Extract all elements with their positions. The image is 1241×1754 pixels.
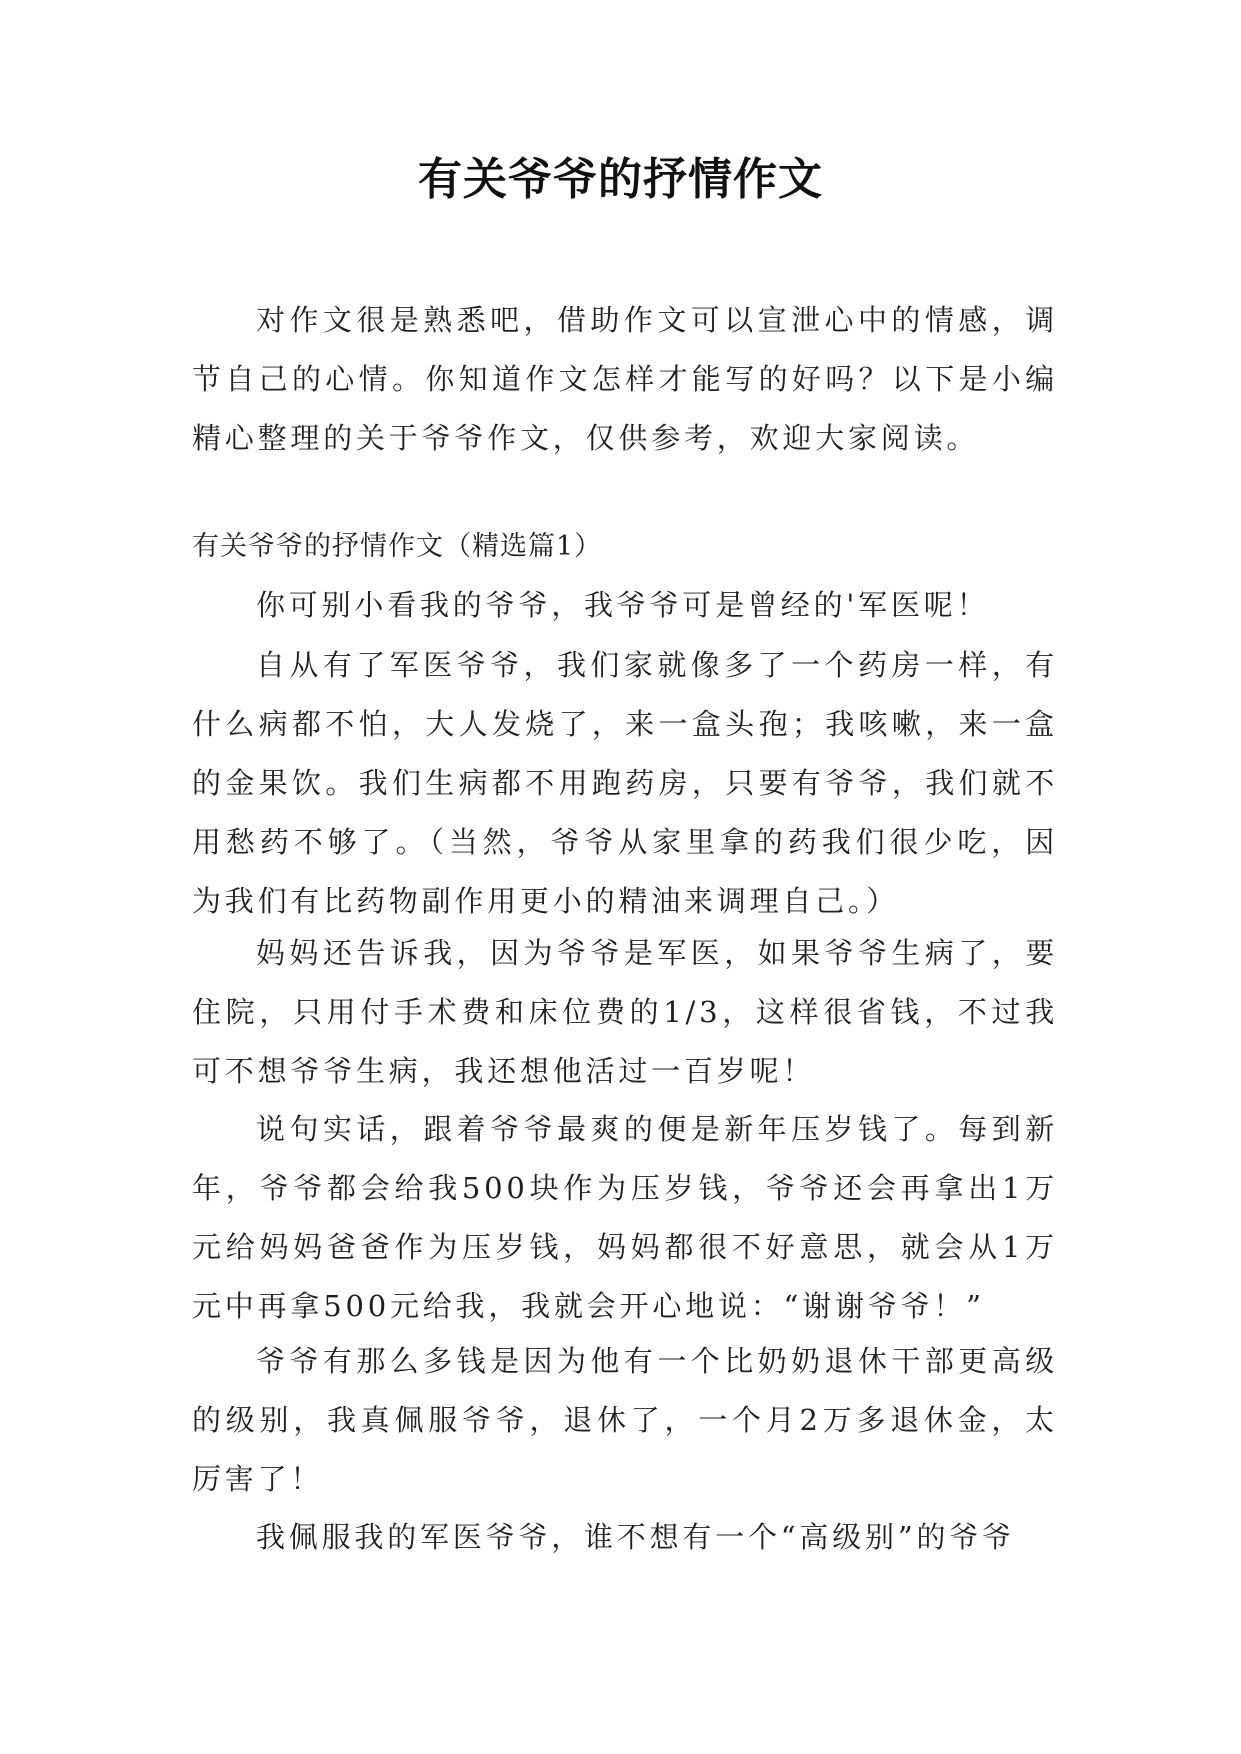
intro-paragraph: 对作文很是熟悉吧，借助作文可以宣泄心中的情感，调节自己的心情。你知道作文怎样才能写的好吗？以下是小编精心整理的关于爷爷作文，仅供参考，欢迎大家阅读。 — [192, 303, 1058, 455]
body-paragraph: 妈妈还告诉我，因为爷爷是军医，如果爷爷生病了，要住院，只用付手术费和床位费的1/3，这样很省钱，不过我可不想爷爷生病，我还想他活过一百岁呢！ — [192, 936, 1058, 1088]
body-paragraph: 我佩服我的军医爷爷，谁不想有一个“高级别”的爷爷 — [256, 1520, 1015, 1554]
body-paragraph: 说句实话，跟着爷爷最爽的便是新年压岁钱了。每到新年，爷爷都会给我500块作为压岁钱，爷爷还会再拿出1万元给妈妈爸爸作为压岁钱，妈妈都很不好意思，就会从1万元中再拿500元给我，我就会开心地说：“谢谢爷爷！” — [192, 1112, 1058, 1323]
document-title: 有关爷爷的抒情作文 — [418, 154, 823, 205]
body-paragraph: 爷爷有那么多钱是因为他有一个比奶奶退休干部更高级的级别，我真佩服爷爷，退休了，一个月2万多退休金，太厉害了！ — [192, 1344, 1058, 1496]
body-paragraph: 自从有了军医爷爷，我们家就像多了一个药房一样，有什么病都不怕，大人发烧了，来一盒头孢；我咳嗽，来一盒的金果饮。我们生病都不用跑药房，只要有爷爷，我们就不用愁药不够了。（当然，爷爷从家里拿的药我们很少吃，因为我们有比药物副作用更小的精油来调理自己。） — [192, 648, 1058, 918]
section-heading: 有关爷爷的抒情作文（精选篇1） — [192, 531, 603, 562]
body-paragraph: 你可别小看我的爷爷，我爷爷可是曾经的'军医呢！ — [256, 588, 990, 622]
